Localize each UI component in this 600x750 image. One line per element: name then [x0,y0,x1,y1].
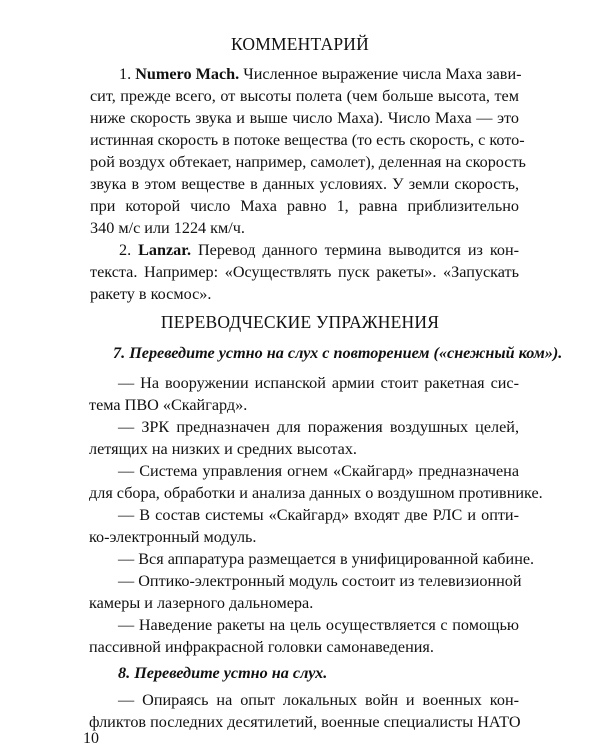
exercise7-line-7: ко-электронный модуль. [89,528,257,546]
exercise7-line-4: — Система управления огнем «Скайгард» предназначена [118,462,519,480]
item1-line-0: Численное выражение числа Маха зави- [243,65,522,83]
exercise7-line-9: — Оптико-электронный модуль состоит из телевизионной [118,572,522,590]
item1-line-3: истинная скорость в потоке вещества (то есть скорость, с кото- [90,131,525,149]
exercise7-title: 7. Переведите устно на слух с повторением («снежный ком»). [113,344,563,362]
exercise8-title: 8. Переведите устно на слух. [118,664,328,682]
exercise8-line-0: — Опираясь на опыт локальных войн и военных кон- [118,691,519,709]
exercise7-line-11: — Наведение ракеты на цель осуществляется с помощью [118,616,519,634]
item1-line-6: при которой число Маха равно 1, равна приблизительно [90,197,519,215]
exercise7-line-12: пассивной инфракрасной головки самонаведения. [89,638,434,656]
exercise7-line-8: — Вся аппаратура размещается в унифицированной кабине. [118,550,535,568]
item2-line-0: Перевод данного термина выводится из кон- [197,241,520,259]
exercise8-line-1: фликтов последних десятилетий, военные специалисты НАТО [89,713,521,731]
item1-line-5: звука в этом веществе в данных условиях. У земли скорость, [90,175,519,193]
item1-line-1: сит, прежде всего, от высоты полета (чем больше высота, тем [90,87,519,105]
item1-line-4: рой воздух обтекает, например, самолет), деленная на скорость [90,153,526,171]
exercise7-line-0: — На вооружении испанской армии стоит ракетная сис- [118,374,519,392]
exercise7-line-10: камеры и лазерного дальномера. [89,594,314,612]
item1-first-line [119,64,522,84]
item1-line-2: ниже скорость звука и выше число Маха). Число Маха — это [90,109,519,127]
item2-first-line [119,240,519,260]
exercise7-line-1: тема ПВО «Скайгард». [89,396,248,414]
exercise7-line-5: для сбора, обработки и анализа данных о воздушном противнике. [89,484,543,502]
comment-heading: КОММЕНТАРИЙ [231,34,369,54]
page-number: 10 [83,730,99,747]
exercise7-line-2: — ЗРК предназначен для поражения воздушных целей, [118,418,519,436]
item1-term: Numero Mach. [135,65,240,83]
item2-term: Lanzar. [138,241,192,259]
item2-line-2: ракету в космос». [90,285,212,303]
exercise7-line-3: летящих на низких и средних высотах. [89,440,357,458]
exercises-heading: ПЕРЕВОДЧЕСКИЕ УПРАЖНЕНИЯ [160,312,440,332]
item2-line-1: текста. Например: «Осуществлять пуск ракеты». «Запускать [90,263,519,281]
item1-line-7: 340 м/с или 1224 км/ч. [90,219,245,237]
exercise7-line-6: — В состав системы «Скайгард» входят две РЛС и опти- [118,506,519,524]
item1-number: 1. [119,65,132,83]
item2-number: 2. [119,241,132,259]
